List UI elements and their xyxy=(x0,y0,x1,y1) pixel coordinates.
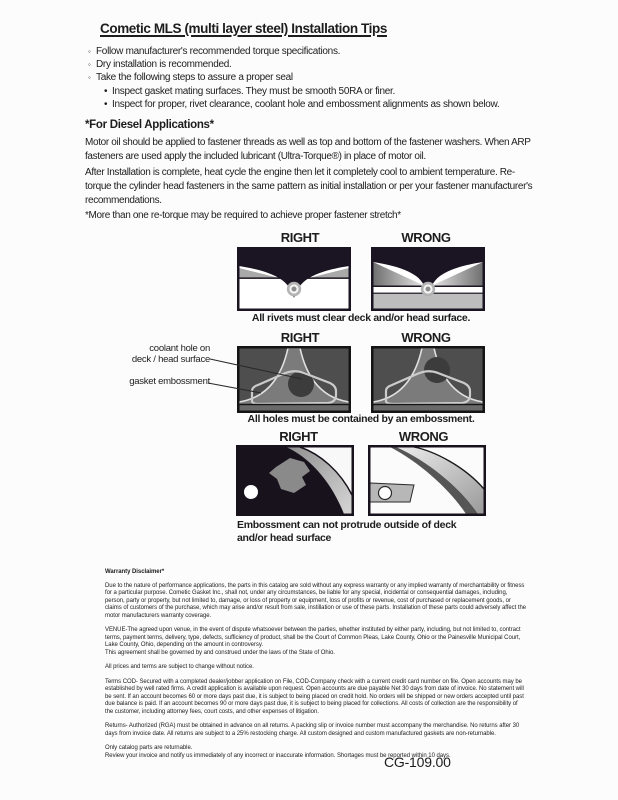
row3-images xyxy=(236,445,488,516)
bullet-text: Inspect for proper, rivet clearance, coolant hole and embossment alignments as shown below. xyxy=(112,98,500,110)
embossment-protrusion-wrong-diagram xyxy=(368,445,486,516)
diesel-applications-heading: *For Diesel Applications* xyxy=(85,119,214,131)
document-number: CG-109.00 xyxy=(384,754,451,770)
leader-lines xyxy=(205,350,315,400)
right-label: RIGHT xyxy=(280,330,320,345)
list-item xyxy=(88,45,558,58)
right-label: RIGHT xyxy=(279,429,318,444)
disclaimer-paragraph: Only catalog parts are returnable. xyxy=(105,745,193,751)
coolant-hole-label: coolant hole on deck / head surface xyxy=(131,343,210,365)
gasket-embossment-label: gasket embossment xyxy=(129,376,210,387)
bullet-text: Inspect gasket mating surfaces. They must be smooth 50RA or finer. xyxy=(112,85,395,97)
wrong-label: WRONG xyxy=(398,429,449,444)
row2-header xyxy=(237,330,489,345)
bullet-icon: • xyxy=(104,85,108,97)
row1-header xyxy=(237,230,489,245)
row3-caption: Embossment can not protrude outside of deck and/or head surface xyxy=(237,519,457,544)
bullet-text: Dry installation is recommended. xyxy=(96,59,232,71)
disclaimer-heading: Warranty Disclaimer* xyxy=(105,569,165,575)
embossment-containment-wrong-diagram xyxy=(371,346,485,413)
diesel-paragraph-1: Motor oil should be applied to fastener threads as well as top and bottom of the fastener washers. When ARP fasteners are used apply the included lubricant (Ultra-Torque®) in place of motor oil. xyxy=(85,137,531,163)
list-item xyxy=(104,85,558,98)
disclaimer-paragraph: VENUE-The agreed upon venue, in the event of dispute whatsoever between the parties, whether instituted by either party, including, but not limited to, contract terms, payment terms, delivery, type, defects, sufficiency of product, shall be the Court of Common Pleas, Lake County, Ohio or the Painesville Municipal Court, Lake County, Ohio, depending on the amount in controversy. xyxy=(105,627,521,648)
embossment-protrusion-right-diagram xyxy=(236,445,354,516)
right-label: RIGHT xyxy=(280,230,320,245)
page-title: Cometic MLS (multi layer steel) Installation Tips xyxy=(100,21,387,36)
bolt-hole-icon xyxy=(244,485,258,499)
installation-tips-list xyxy=(88,45,558,111)
row1-caption: All rivets must clear deck and/or head surface. xyxy=(251,312,471,324)
row3-header xyxy=(236,429,486,444)
disclaimer-paragraph: Terms COD- Secured with a completed dealer/jobber application on File, COD-Company check with a current credit card number on file. Open accounts may be established by well rated firms. A credit application is available upon request. Open accounts are due payable Net 30 days from date of invoice. No statement will be sent. If an account becomes 60 or more days past due, it is subject to being placed on credit hold. No orders will be shipped or new orders accepted until past due balance is paid. If an account becomes 90 or more days past due, it is subject to being placed for collections. All costs of collection are the responsibility of the customer, including attorney fees, court costs, and other expenses of litigation. xyxy=(105,678,524,715)
diesel-paragraph-2: After Installation is complete, heat cycle the engine then let it completely cool to ambient temperature. Re-torque the cylinder head fasteners in the same pattern as initial installation or per your fastener manufacturer's recommendations. xyxy=(85,167,533,207)
bolt-hole-icon xyxy=(379,487,392,500)
wrong-label: WRONG xyxy=(401,330,451,345)
row2-caption: All holes must be contained by an embossment. xyxy=(247,413,475,425)
wrong-label: WRONG xyxy=(401,230,451,245)
bullet-icon: ◦ xyxy=(88,60,91,70)
warranty-disclaimer xyxy=(105,569,527,767)
bullet-icon: ◦ xyxy=(88,73,91,83)
bullet-text: Take the following steps to assure a proper seal xyxy=(96,72,293,84)
disclaimer-paragraph: Review your invoice and notify us immediately of any incorrect or inaccurate information. Shortages must be reported within 10 days. xyxy=(105,752,451,759)
coolant-hole-icon xyxy=(424,357,450,383)
bullet-text: Follow manufacturer's recommended torque specifications. xyxy=(96,46,341,57)
disclaimer-paragraph: All prices and terms are subject to change without notice. xyxy=(105,664,254,670)
disclaimer-paragraph: This agreement shall be governed by and construed under the laws of the State of Ohio. xyxy=(105,649,335,656)
rivet-clearance-right-diagram xyxy=(237,247,351,311)
bullet-icon: ◦ xyxy=(88,47,91,56)
bullet-icon: • xyxy=(104,98,108,110)
list-item xyxy=(104,98,558,111)
disclaimer-paragraph: Returns- Authorized (RGA) must be obtained in advance on all returns. A packing slip or invoice number must accompany the merchandise. No returns after 30 days from invoice date. All returns are subject to a 25% restocking charge. All custom designed and custom manufactured gaskets are non-returnable. xyxy=(105,723,520,737)
row1-images xyxy=(237,247,489,311)
retorque-note: *More than one re-torque may be required to achieve proper fastener stretch* xyxy=(85,210,401,221)
disclaimer-paragraph: Due to the nature of performance applications, the parts in this catalog are sold without any express warranty or any implied warranty of merchantability or fitness for a particular purpose. Cometic Gasket Inc., shall not, under any circumstances, be liable for any special, incidental or consequential damages, including, person, party or property, but not limited to, damage, or loss of property or equipment, loss of profits or revenue, cost of purchased or replacement goods, or claims of customers of the purchase, which may arise and/or result from sale, instillation or use of these parts. Installation of these parts could adversely affect the motor manufacturers warranty coverage. xyxy=(105,582,527,619)
list-item xyxy=(88,58,558,71)
rivet-clearance-wrong-diagram xyxy=(371,247,485,311)
list-item xyxy=(88,71,558,84)
